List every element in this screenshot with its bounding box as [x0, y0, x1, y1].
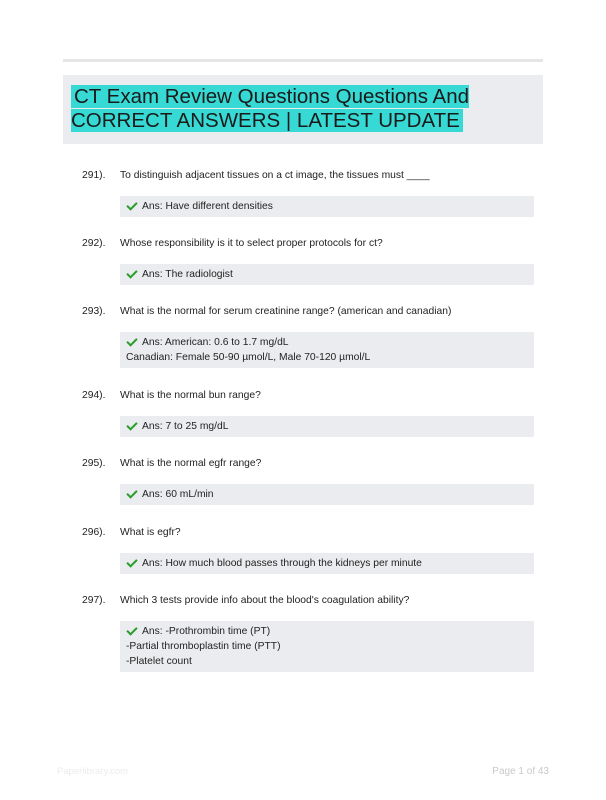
question-text: What is the normal bun range? — [120, 390, 261, 401]
answer-text: Ans: 60 mL/min — [142, 489, 214, 500]
qa-item — [82, 594, 534, 672]
answer-box — [120, 332, 534, 368]
checkmark-icon — [126, 268, 137, 279]
checkmark-icon — [126, 336, 137, 347]
answer-box — [120, 264, 534, 285]
question-text: What is the normal for serum creatinine range? (american and canadian) — [120, 306, 452, 317]
answer-box — [120, 416, 534, 437]
question-number: 293). — [82, 306, 106, 317]
qa-item — [82, 389, 534, 437]
checkmark-icon — [126, 625, 137, 636]
checkmark-icon — [126, 200, 137, 211]
question-text: To distinguish adjacent tissues on a ct image, the tissues must ____ — [120, 170, 430, 181]
answer-box — [120, 553, 534, 574]
question-text: Whose responsibility is it to select proper protocols for ct? — [120, 238, 383, 249]
answer-box — [120, 621, 534, 672]
page-number: Page 1 of 43 — [492, 766, 549, 777]
title-banner — [63, 75, 543, 144]
watermark: Paperlibrary.com — [57, 766, 129, 777]
question-number: 294). — [82, 390, 106, 401]
answer-text: Ans: American: 0.6 to 1.7 mg/dL Canadian: Female 50-90 µmol/L, Male 70-120 µmol/L — [126, 337, 371, 363]
qa-item — [82, 457, 534, 505]
answer-box — [120, 196, 534, 217]
question-number: 291). — [82, 170, 106, 181]
question-number: 292). — [82, 238, 106, 249]
answer-text: Ans: How much blood passes through the kidneys per minute — [142, 558, 422, 569]
question-number: 297). — [82, 595, 106, 606]
answer-text: Ans: The radiologist — [142, 269, 233, 280]
checkmark-icon — [126, 557, 137, 568]
checkmark-icon — [126, 488, 137, 499]
page-title: CT Exam Review Questions Questions And CORRECT ANSWERS | LATEST UPDATE — [71, 85, 469, 132]
question-text: Which 3 tests provide info about the blood's coagulation ability? — [120, 595, 410, 606]
qa-item — [82, 526, 534, 574]
top-divider — [63, 59, 543, 62]
qa-item — [82, 169, 534, 217]
checkmark-icon — [126, 420, 137, 431]
qa-item — [82, 305, 534, 368]
answer-text: Ans: 7 to 25 mg/dL — [142, 421, 229, 432]
answer-text: Ans: Have different densities — [142, 201, 273, 212]
qa-item — [82, 237, 534, 285]
question-number: 295). — [82, 458, 106, 469]
question-text: What is egfr? — [120, 527, 181, 538]
question-number: 296). — [82, 527, 106, 538]
answer-text: Ans: -Prothrombin time (PT) -Partial thromboplastin time (PTT) -Platelet count — [126, 626, 281, 667]
answer-box — [120, 484, 534, 505]
question-text: What is the normal egfr range? — [120, 458, 262, 469]
